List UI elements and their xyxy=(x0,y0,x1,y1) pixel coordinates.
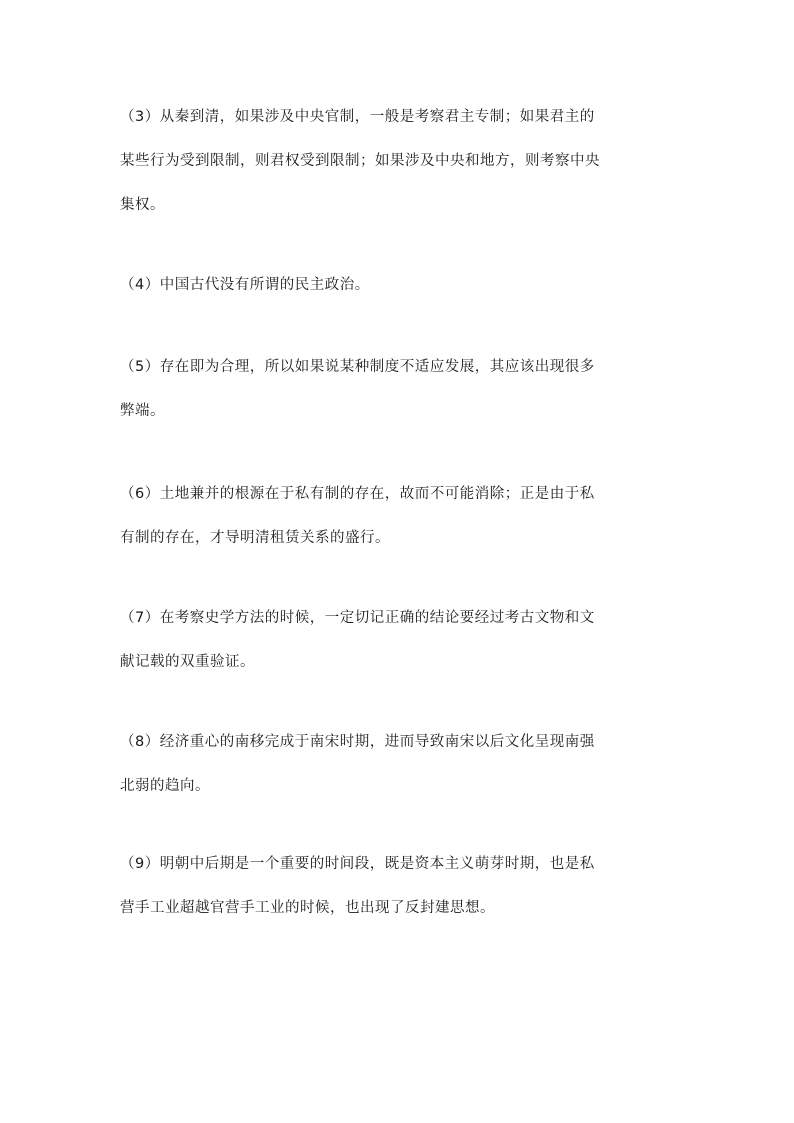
paragraph-line: 弊端。 xyxy=(120,403,165,419)
paragraph-4 xyxy=(120,263,680,307)
paragraph-line: 北弱的趋向。 xyxy=(120,778,210,794)
paragraph-line: 献记载的双重验证。 xyxy=(120,654,255,670)
paragraph-5 xyxy=(120,345,680,433)
paragraph-line: 有制的存在，才导明清租赁关系的盛行。 xyxy=(120,530,390,546)
paragraph-line: 集权。 xyxy=(120,197,165,213)
paragraph-line: （6）土地兼并的根源在于私有制的存在，故而不可能消除；正是由于私 xyxy=(120,486,595,502)
paragraph-line: （4）中国古代没有所谓的民主政治。 xyxy=(120,277,370,293)
paragraph-3 xyxy=(120,95,680,227)
paragraph-7 xyxy=(120,596,680,684)
paragraph-6 xyxy=(120,472,680,560)
paragraph-line: 营手工业超越官营手工业的时候，也出现了反封建思想。 xyxy=(120,900,495,916)
paragraph-line: （9）明朝中后期是一个重要的时间段，既是资本主义萌芽时期，也是私 xyxy=(120,856,595,872)
paragraph-line: （3）从秦到清，如果涉及中央官制，一般是考察君主专制；如果君主的 xyxy=(120,109,595,125)
paragraph-line: （8）经济重心的南移完成于南宋时期，进而导致南宋以后文化呈现南强 xyxy=(120,734,595,750)
paragraph-line: （5）存在即为合理，所以如果说某种制度不适应发展，其应该出现很多 xyxy=(120,359,595,375)
paragraph-8 xyxy=(120,720,680,808)
paragraph-9 xyxy=(120,842,680,930)
paragraph-line: （7）在考察史学方法的时候，一定切记正确的结论要经过考古文物和文 xyxy=(120,610,595,626)
paragraph-line: 某些行为受到限制，则君权受到限制；如果涉及中央和地方，则考察中央 xyxy=(120,153,600,169)
